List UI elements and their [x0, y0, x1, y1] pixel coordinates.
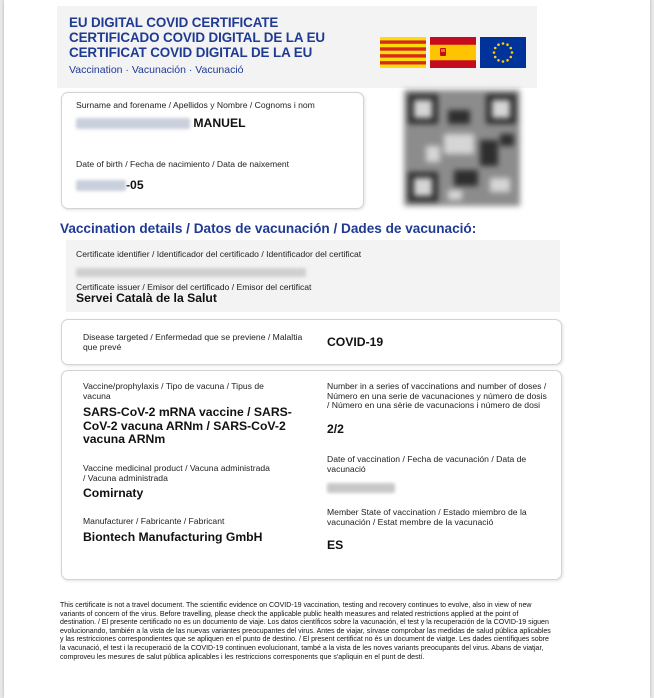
vaccination-date-value	[327, 479, 395, 497]
cert-id-value	[76, 264, 306, 282]
name-label: Surname and forename / Apellidos y Nombre / Cognoms i nom	[76, 100, 315, 110]
vaccine-label: Vaccine/prophylaxis / Tipo de vacuna / Tipus de vacuna	[83, 381, 264, 401]
travel-disclaimer: This certificate is not a travel document. The scientific evidence on COVID-19 vaccination, testing and recovery continues to evolve, also in view of new variants of concern of the virus. Before travelling, please check the applicable public health measures and related restrictions applied at the point of destination. / El presente certificado no es un documento de viaje. Los datos científicos sobre la vacunación, el test y la recuperación de la COVID-19 siguen evolucionando, también a la vista de las nuevas variantes preocupantes del virus. Antes de viajar, sírvase comprobar las medidas de salud pública aplicables y las restricciones correspondientes que se apliquen en el punto de destino. / El present certificat no és un document de viatge. Les dades científiques sobre la vacunació, el test i la recuperació de la COVID-19 continuen evolucionant, també a la vista de les noves variants preocupants del virus. Abans de viatjar, comproveu les mesures de salut pública aplicables i les restriccions corresponents que s'apliquin en el punt de destí.	[60, 602, 551, 661]
subtitle: Vaccination · Vacunación · Vacunació	[69, 64, 244, 76]
redacted-vaccination-date	[327, 483, 395, 493]
spain-flag-icon	[430, 37, 476, 68]
holder-dob	[76, 179, 144, 193]
title-ca: CERTIFICAT COVID DIGITAL DE LA EU	[69, 45, 313, 60]
member-state-value: ES	[327, 538, 344, 552]
certificate-page	[4, 0, 650, 698]
member-state-label: Member State of vaccination / Estado miembro de la vacunación / Estat membre de la vacunació	[327, 507, 527, 527]
issuer-value: Servei Català de la Salut	[76, 291, 217, 305]
manufacturer-label: Manufacturer / Fabricante / Fabricant	[83, 516, 225, 526]
holder-name	[76, 117, 246, 131]
vaccine-value: SARS-CoV-2 mRNA vaccine / SARS-CoV-2 vacuna ARNm / SARS-CoV-2 vacuna ARNm	[83, 405, 292, 446]
doses-label: Number in a series of vaccinations and number of doses / Número en una serie de vacunaciones y número de dosis / Número en una sèrie de vacunacions i número de dosi	[327, 381, 547, 411]
dob-label: Date of birth / Fecha de nacimiento / Data de naixement	[76, 159, 290, 169]
disease-value: COVID-19	[327, 335, 384, 349]
disease-box	[61, 319, 562, 365]
title-en: EU DIGITAL COVID CERTIFICATE	[69, 15, 279, 30]
redacted-surname	[76, 118, 190, 129]
eu-flag-icon	[480, 37, 526, 68]
vaccine-details-box	[61, 370, 562, 580]
product-value: Comirnaty	[83, 486, 144, 500]
dob-day: -05	[126, 178, 144, 192]
cert-id-label: Certificate identifier / Identificador del certificado / Identificador del certificat	[76, 249, 362, 259]
holder-info-box	[61, 92, 364, 209]
catalonia-flag-icon	[380, 37, 426, 68]
disease-label: Disease targeted / Enfermedad que se previene / Malaltia que prevé	[83, 332, 303, 352]
qr-code	[404, 90, 520, 206]
doses-value: 2/2	[327, 422, 344, 436]
redacted-dob	[76, 180, 126, 191]
product-label: Vaccine medicinal product / Vacuna administrada / Vacuna administrada	[83, 463, 270, 483]
holder-forename: MANUEL	[193, 116, 246, 130]
redacted-cert-id	[76, 268, 306, 277]
vaccination-date-label: Date of vaccination / Fecha de vacunación / Data de vacunació	[327, 454, 527, 474]
vaccination-details-title: Vaccination details / Datos de vacunación / Dades de vacunació:	[60, 221, 477, 236]
issuer-label: Certificate issuer / Emisor del certificado / Emisor del certificat	[76, 282, 312, 292]
title-es: CERTIFICADO COVID DIGITAL DE LA EU	[69, 30, 325, 45]
manufacturer-value: Biontech Manufacturing GmbH	[83, 530, 263, 544]
certificate-header	[57, 6, 537, 88]
certificate-id-section	[66, 240, 560, 312]
